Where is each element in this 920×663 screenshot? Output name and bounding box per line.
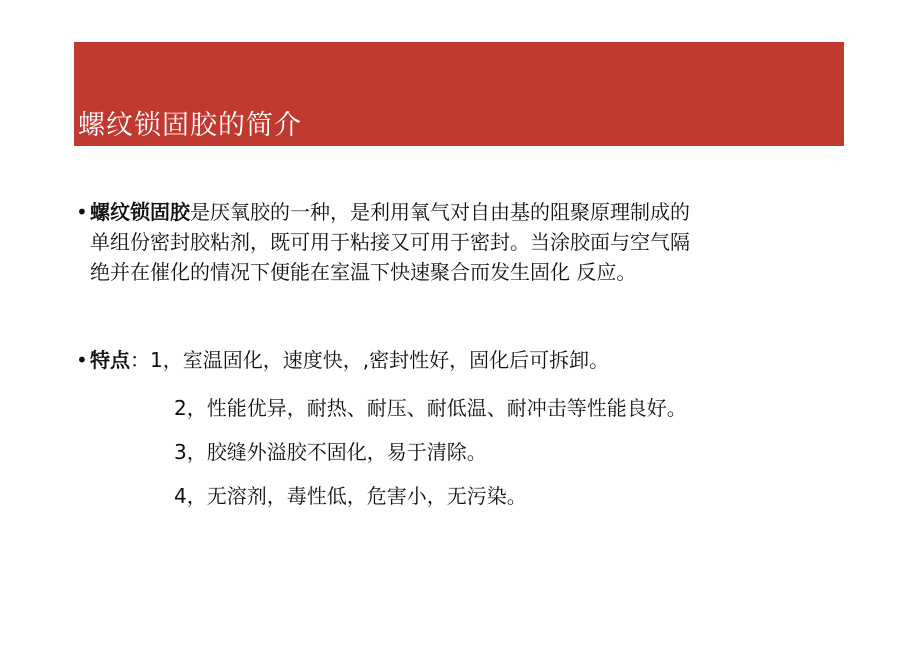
intro-line-1 [76,197,836,227]
intro-line-2: 单组份密封胶粘剂，既可用于粘接又可用于密封。当涂胶面与空气隔 [90,230,690,254]
intro-term: 螺纹锁固胶 [90,200,190,224]
feature-item-3: 3，胶缝外溢胶不固化，易于清除。 [174,440,487,464]
slide-title: 螺纹锁固胶的简介 [78,110,302,141]
bullet-icon: • [76,348,88,372]
feature-line-1 [76,345,609,375]
intro-line-3: 绝并在催化的情况下便能在室温下快速聚合而发生固化 反应。 [90,260,637,284]
features-paragraph [76,345,609,375]
feature-item-4: 4，无溶剂，毒性低，危害小，无污染。 [174,484,527,508]
features-label: 特点 [90,348,130,372]
title-bar [74,42,844,146]
bullet-icon: • [76,200,88,224]
feature-item-1: 1，室温固化，速度快，,密封性好，固化后可拆卸。 [150,348,610,372]
features-colon: ： [130,348,150,372]
intro-line-1-text: 是厌氧胶的一种，是利用氧气对自由基的阻聚原理制成的 [190,200,690,224]
intro-paragraph [76,197,836,287]
feature-item-2: 2，性能优异，耐热、耐压、耐低温、耐冲击等性能良好。 [174,396,687,420]
